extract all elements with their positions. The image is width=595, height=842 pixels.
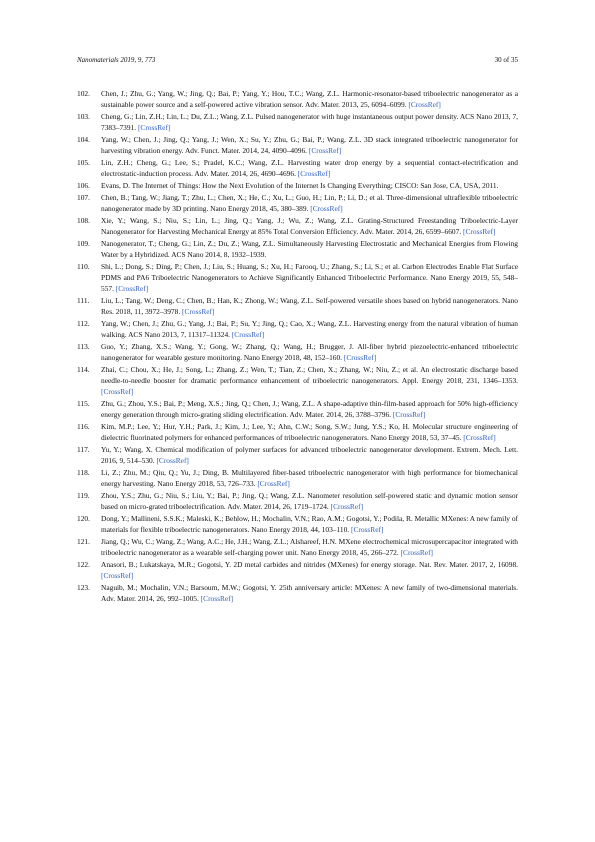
reference-item bbox=[77, 513, 518, 535]
reference-text: Guo, Y.; Zhang, X.S.; Wang, Y.; Gong, W.; Zhang, Q.; Wang, H.; Brugger, J. All-fiber hybrid piezoelectric-enhanced triboelectric nanogenerator for wearable gesture monitoring. Nano Energy 2018, 48, 152–160. bbox=[101, 342, 518, 362]
crossref-link[interactable]: [CrossRef] bbox=[101, 387, 134, 396]
crossref-link[interactable]: [CrossRef] bbox=[257, 479, 290, 488]
reference-item bbox=[77, 180, 518, 191]
reference-number: 104. bbox=[77, 135, 90, 144]
reference-item bbox=[77, 444, 518, 466]
reference-item bbox=[77, 467, 518, 489]
reference-text: Kim, M.P.; Lee, Y.; Hur, Y.H.; Park, J.; Kim, J.; Lee, Y.; Ahn, C.W.; Song, S.W.; Jung, Y.S.; Ko, H. Molecular structure engineering of dielectric fluorinated polymers for enhanced performances of triboelectric nanogenerators. Nano Energy 2018, 53, 37–45. bbox=[101, 422, 518, 442]
reference-number: 111. bbox=[77, 296, 90, 305]
reference-number: 115. bbox=[77, 399, 90, 408]
reference-text: Yu, Y.; Wang, X. Chemical modification of polymer surfaces for advanced triboelectric nanogenerator development. Extrem. Mech. Lett. 2016, 9, 514–530. bbox=[101, 445, 518, 465]
reference-number: 103. bbox=[77, 112, 90, 121]
reference-text: Zhou, Y.S.; Zhu, G.; Niu, S.; Liu, Y.; Bai, P.; Jing, Q.; Wang, Z.L. Nanometer resolution self-powered static and dynamic motion sensor based on micro-grated triboelectrification. Adv. Mater. 2014, 26, 1719–1724. bbox=[101, 491, 518, 511]
reference-item bbox=[77, 398, 518, 420]
reference-item bbox=[77, 364, 518, 397]
reference-item bbox=[77, 536, 518, 558]
reference-item bbox=[77, 559, 518, 581]
crossref-link[interactable]: [CrossRef] bbox=[463, 433, 496, 442]
reference-item bbox=[77, 421, 518, 443]
reference-item bbox=[77, 111, 518, 133]
reference-number: 121. bbox=[77, 537, 90, 546]
reference-number: 118. bbox=[77, 468, 90, 477]
reference-number: 112. bbox=[77, 319, 90, 328]
reference-number: 109. bbox=[77, 239, 90, 248]
reference-text: Chen, B.; Tang, W.; Jiang, T.; Zhu, L.; Chen, X.; He, C.; Xu, L.; Guo, H.; Lin, P.; Li, D.; et al. Three-dimensional ultraflexible triboelectric nanogenerator made by 3D printing. Nano Energy 2018, 45, 380–389. bbox=[101, 193, 518, 213]
reference-text: Evans, D. The Internet of Things: How the Next Evolution of the Internet Is Changing Everything; CISCO: San Jose, CA, USA, 2011. bbox=[101, 181, 499, 190]
page-number: 30 of 35 bbox=[494, 56, 518, 64]
reference-number: 116. bbox=[77, 422, 90, 431]
crossref-link[interactable]: [CrossRef] bbox=[400, 548, 433, 557]
reference-text: Shi, L.; Dong, S.; Ding, P.; Chen, J.; Liu, S.; Huang, S.; Xu, H.; Farooq, U.; Zhang, S.; Li, S.; et al. Carbon Electrodes Enable Flat Surface PDMS and PA6 Triboelectric Nanogenerators to Achieve Significantly Enhanced Triboelectric Performance. Nano Energy 2019, 55, 548–557. bbox=[101, 262, 518, 293]
reference-text: Zhai, C.; Chou, X.; He, J.; Song, L.; Zhang, Z.; Wen, T.; Tian, Z.; Chen, X.; Zhang, W.; Niu, Z.; et al. An electrostatic discharge based needle-to-needle booster for dramatic performance enhancement of triboelectric nanogenerators. Appl. Energy 2018, 231, 1346–1353. bbox=[101, 365, 518, 385]
reference-text: Nanogenerator, T.; Cheng, G.; Lin, Z.; Du, Z.; Wang, Z.L. Simultaneously Harvesting Electrostatic and Mechanical Energies from Flowing Water by a Hybridized. ACS Nano 2014, 8, 1932–1939. bbox=[101, 239, 518, 259]
crossref-link[interactable]: [CrossRef] bbox=[343, 353, 377, 362]
crossref-link[interactable]: [CrossRef] bbox=[200, 594, 234, 603]
crossref-link[interactable]: [CrossRef] bbox=[463, 227, 496, 236]
reference-text: Yang, W.; Chen, J.; Jing, Q.; Yang, J.; Wen, X.; Su, Y.; Zhu, G.; Bai, P.; Wang, Z.L. 3D stack integrated triboelectric nanogenerator for harvesting vibration energy. Adv. Funct. Mater. 2014, 24, 4090–4096. bbox=[101, 135, 518, 155]
reference-item bbox=[77, 318, 518, 340]
reference-number: 106. bbox=[77, 181, 90, 190]
reference-item bbox=[77, 490, 518, 512]
reference-item bbox=[77, 134, 518, 156]
reference-list bbox=[77, 88, 518, 605]
reference-item bbox=[77, 192, 518, 214]
reference-item bbox=[77, 261, 518, 294]
crossref-link[interactable]: [CrossRef] bbox=[297, 169, 331, 178]
reference-number: 123. bbox=[77, 583, 90, 592]
journal-citation: Nanomaterials 2019, 9, 773 bbox=[77, 56, 156, 64]
reference-number: 122. bbox=[77, 560, 90, 569]
reference-item bbox=[77, 157, 518, 179]
reference-item bbox=[77, 341, 518, 363]
reference-text: Anasori, B.; Lukatskaya, M.R.; Gogotsi, Y. 2D metal carbides and nitrides (MXenes) for energy storage. Nat. Rev. Mater. 2017, 2, 16098. bbox=[101, 560, 518, 569]
reference-text: Chen, J.; Zhu, G.; Yang, W.; Jing, Q.; Bai, P.; Yang, Y.; Hou, T.C.; Wang, Z.L. Harmonic-resonator-based triboelectric nanogenerator as a sustainable power source and a self-powered active vibration sensor. Adv. Mater. 2013, 25, 6094–6099. bbox=[101, 89, 518, 109]
reference-number: 108. bbox=[77, 216, 90, 225]
reference-item bbox=[77, 215, 518, 237]
crossref-link[interactable]: [CrossRef] bbox=[115, 284, 149, 293]
reference-item bbox=[77, 88, 518, 110]
crossref-link[interactable]: [CrossRef] bbox=[392, 410, 426, 419]
reference-text: Xie, Y.; Wang, S.; Niu, S.; Lin, L.; Jing, Q.; Yang, J.; Wu, Z.; Wang, Z.L. Grating-Structured Freestanding Triboelectric-Layer Nanogenerator for Harvesting Mechanical Energy at 85% Total Conversion Efficiency. Adv. Mater. 2014, 26, 6599–6607. bbox=[101, 216, 518, 236]
reference-number: 110. bbox=[77, 262, 90, 271]
crossref-link[interactable]: [CrossRef] bbox=[101, 571, 134, 580]
reference-number: 120. bbox=[77, 514, 90, 523]
reference-number: 113. bbox=[77, 342, 90, 351]
crossref-link[interactable]: [CrossRef] bbox=[308, 146, 342, 155]
reference-number: 105. bbox=[77, 158, 90, 167]
crossref-link[interactable]: [CrossRef] bbox=[310, 204, 343, 213]
crossref-link[interactable]: [CrossRef] bbox=[156, 456, 189, 465]
reference-text: Li, Z.; Zhu, M.; Qiu, Q.; Yu, J.; Ding, B. Multilayered fiber-based triboelectric nanogenerator with high performance for biomechanical energy harvesting. Nano Energy 2018, 53, 726–733. bbox=[101, 468, 518, 488]
reference-item bbox=[77, 295, 518, 317]
reference-number: 107. bbox=[77, 193, 90, 202]
crossref-link[interactable]: [CrossRef] bbox=[350, 525, 384, 534]
crossref-link[interactable]: [CrossRef] bbox=[182, 307, 215, 316]
reference-text: Jiang, Q.; Wu, C.; Wang, Z.; Wang, A.C.; He, J.H.; Wang, Z.L.; Alshareef, H.N. MXene electrochemical microsupercapacitor integrated with triboelectric nanogenerator as a wearable self-charging power unit. Nano Energy 2018, 45, 266–272. bbox=[101, 537, 518, 557]
reference-text: Naguib, M.; Mochalin, V.N.; Barsoum, M.W.; Gogotsi, Y. 25th anniversary article: MXenes: A new family of two-dimensional materials. Adv. Mater. 2014, 26, 992–1005. bbox=[101, 583, 518, 603]
reference-number: 119. bbox=[77, 491, 90, 500]
crossref-link[interactable]: [CrossRef] bbox=[330, 502, 364, 511]
crossref-link[interactable]: [CrossRef] bbox=[231, 330, 265, 339]
reference-text: Yang, W.; Chen, J.; Zhu, G.; Yang, J.; Bai, P.; Su, Y.; Jing, Q.; Cao, X.; Wang, Z.L. Harvesting energy from the natural vibration of human walking. ACS Nano 2013, 7, 11317–11324. bbox=[101, 319, 518, 339]
reference-text: Liu, L.; Tang, W.; Deng, C.; Chen, B.; Han, K.; Zhong, W.; Wang, Z.L. Self-powered versatile shoes based on hybrid nanogenerators. Nano Res. 2018, 11, 3972–3978. bbox=[101, 296, 518, 316]
reference-text: Dong, Y.; Mallineni, S.S.K.; Maleski, K.; Behlow, H.; Mochalin, V.N.; Rao, A.M.; Gogotsi, Y.; Podila, R. Metallic MXenes: A new family of materials for flexible triboelectric nanogenerators. Nano Energy 2018, 44, 103–110. bbox=[101, 514, 518, 534]
crossref-link[interactable]: [CrossRef] bbox=[137, 123, 171, 132]
crossref-link[interactable]: [CrossRef] bbox=[408, 100, 441, 109]
page-header bbox=[77, 56, 518, 68]
reference-number: 114. bbox=[77, 365, 90, 374]
reference-text: Cheng, G.; Lin, Z.H.; Lin, L.; Du, Z.L.; Wang, Z.L. Pulsed nanogenerator with huge instantaneous output power density. ACS Nano 2013, 7, 7383–7391. bbox=[101, 112, 518, 132]
reference-item bbox=[77, 238, 518, 260]
reference-number: 102. bbox=[77, 89, 90, 98]
reference-number: 117. bbox=[77, 445, 90, 454]
reference-item bbox=[77, 582, 518, 604]
reference-text: Zhu, G.; Zhou, Y.S.; Bai, P.; Meng, X.S.; Jing, Q.; Chen, J.; Wang, Z.L. A shape-adaptive thin-film-based approach for 50% high-efficiency energy generation through micro-grating sliding electrification. Adv. Mater. 2014, 26, 3788–3796. bbox=[101, 399, 518, 419]
reference-text: Lin, Z.H.; Cheng, G.; Lee, S.; Pradel, K.C.; Wang, Z.L. Harvesting water drop energy by a sequential contact-electrification and electrostatic-induction process. Adv. Mater. 2014, 26, 4690–4696. bbox=[101, 158, 518, 178]
